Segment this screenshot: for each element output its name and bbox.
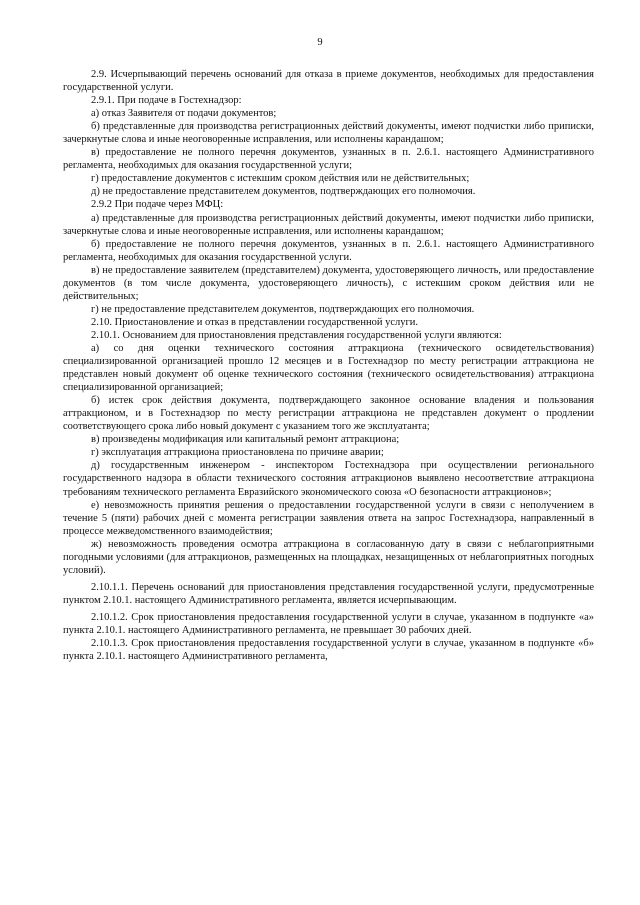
paragraph-2-9-1: 2.9.1. При подаче в Гостехнадзор:	[91, 95, 242, 107]
paragraph-2-9-2-b: б) предоставление не полного перечня документов, узнанных в п. 2.6.1. настоящего Административного регламента, необходимых для оказания государственной услуги.	[63, 238, 594, 263]
paragraph-2-9-heading: 2.9. Исчерпывающий перечень оснований для отказа в приеме документов, необходимых для предоставления государственной услуги.	[63, 69, 594, 94]
paragraph-2-10-heading: 2.10. Приостановление и отказ в представлении государственной услуги.	[91, 316, 419, 328]
paragraph-2-10-1-e: е) невозможность принятия решения о предоставлении государственной услуги в связи с неполучением в течение 5 (пяти) рабочих дней с момента регистрации заявления ответа на запрос Гостехнадзора, направленный в процессе межведомственного взаимодействия;	[63, 499, 594, 537]
paragraph-2-9-1-v: в) предоставление не полного перечня документов, узнанных в п. 2.6.1. настоящего Административного регламента, необходимых для оказания государственной услуги;	[63, 147, 594, 172]
paragraph-2-10-1-3: 2.10.1.3. Срок приостановления предоставления государственной услуги в случае, указанном в подпункте «б» пункта 2.10.1. настоящего Административного регламента,	[63, 638, 594, 663]
paragraph-2-9-1-g: г) предоставление документов с истекшим сроком действия или не действительных;	[91, 173, 470, 185]
page-number: 9	[317, 37, 323, 48]
paragraph-2-10-1-b: б) истек срок действия документа, подтверждающего законное основание владения и пользования аттракционом, и в Гостехнадзор по месту регистрации аттракциона не представлен документ о продлении соответствующего срока либо новый документ с указанием того же эксплуатанта;	[63, 395, 594, 433]
paragraph-2-10-1-a: а) со дня оценки технического состояния аттракциона (технического освидетельствования) специализированной организацией прошло 12 месяцев и в Гостехнадзор по месту регистрации аттракциона не представлен новый документ об оценке технического состояния (технического освидетельствования) аттракциона специализированной организацией;	[63, 342, 594, 394]
paragraph-2-9-2-a: а) представленные для производства регистрационных действий документы, имеют подчистки либо приписки, зачеркнутые слова и иные неоговоренные исправления, или исполнены карандашом;	[63, 212, 594, 237]
paragraph-2-10-1-1: 2.10.1.1. Перечень оснований для приостановления представления государственной услуги, предусмотренные пунктом 2.10.1. настоящего Административного регламента, является исчерпывающим.	[63, 581, 594, 606]
paragraph-2-10-1-zh: ж) невозможность проведения осмотра аттракциона в согласованную дату в связи с неблагоприятными погодными условиями (для аттракционов, размещенных на площадках, незащищенных от неблагоприятных погодных условий).	[63, 538, 594, 576]
paragraph-2-10-1-g: г) эксплуатация аттракциона приостановлена по причине аварии;	[91, 447, 384, 459]
paragraph-2-9-1-b: б) представленные для производства регистрационных действий документы, имеют подчистки либо приписки, зачеркнутые слова и иные неоговоренные исправления, или исполнены карандашом;	[63, 121, 594, 146]
paragraph-2-10-1-2: 2.10.1.2. Срок приостановления предоставления государственной услуги в случае, указанном в подпункте «а» пункта 2.10.1. настоящего Административного регламента, не превышает 30 рабочих дней.	[63, 611, 594, 636]
paragraph-2-10-1-d: д) государственным инженером - инспектором Гостехнадзора при осуществлении регионального государственного надзора в области технического состояния аттракционов выявлено несоответствие аттракциона требованиям технического регламента Евразийского экономического союза «О безопасности аттракционов»;	[63, 460, 594, 498]
paragraph-2-10-1-v: в) произведены модификация или капитальный ремонт аттракциона;	[91, 434, 400, 446]
paragraph-2-9-1-d: д) не предоставление представителем документов, подтверждающих его полномочия.	[91, 186, 476, 198]
paragraph-2-9-2-g: г) не предоставление представителем документов, подтверждающих его полномочия.	[91, 303, 475, 315]
paragraph-2-9-2: 2.9.2 При подаче через МФЦ:	[91, 199, 224, 211]
paragraph-2-9-2-v: в) не предоставление заявителем (представителем) документа, удостоверяющего личность, или предоставление документов (в том числе документа, удостоверяющего личность), с истекшим сроком действия или не действительных;	[63, 264, 594, 302]
paragraph-2-10-1: 2.10.1. Основанием для приостановления представления государственной услуги являются:	[91, 329, 502, 341]
paragraph-2-9-1-a: а) отказ Заявителя от подачи документов;	[91, 108, 277, 120]
document-body	[63, 68, 594, 663]
